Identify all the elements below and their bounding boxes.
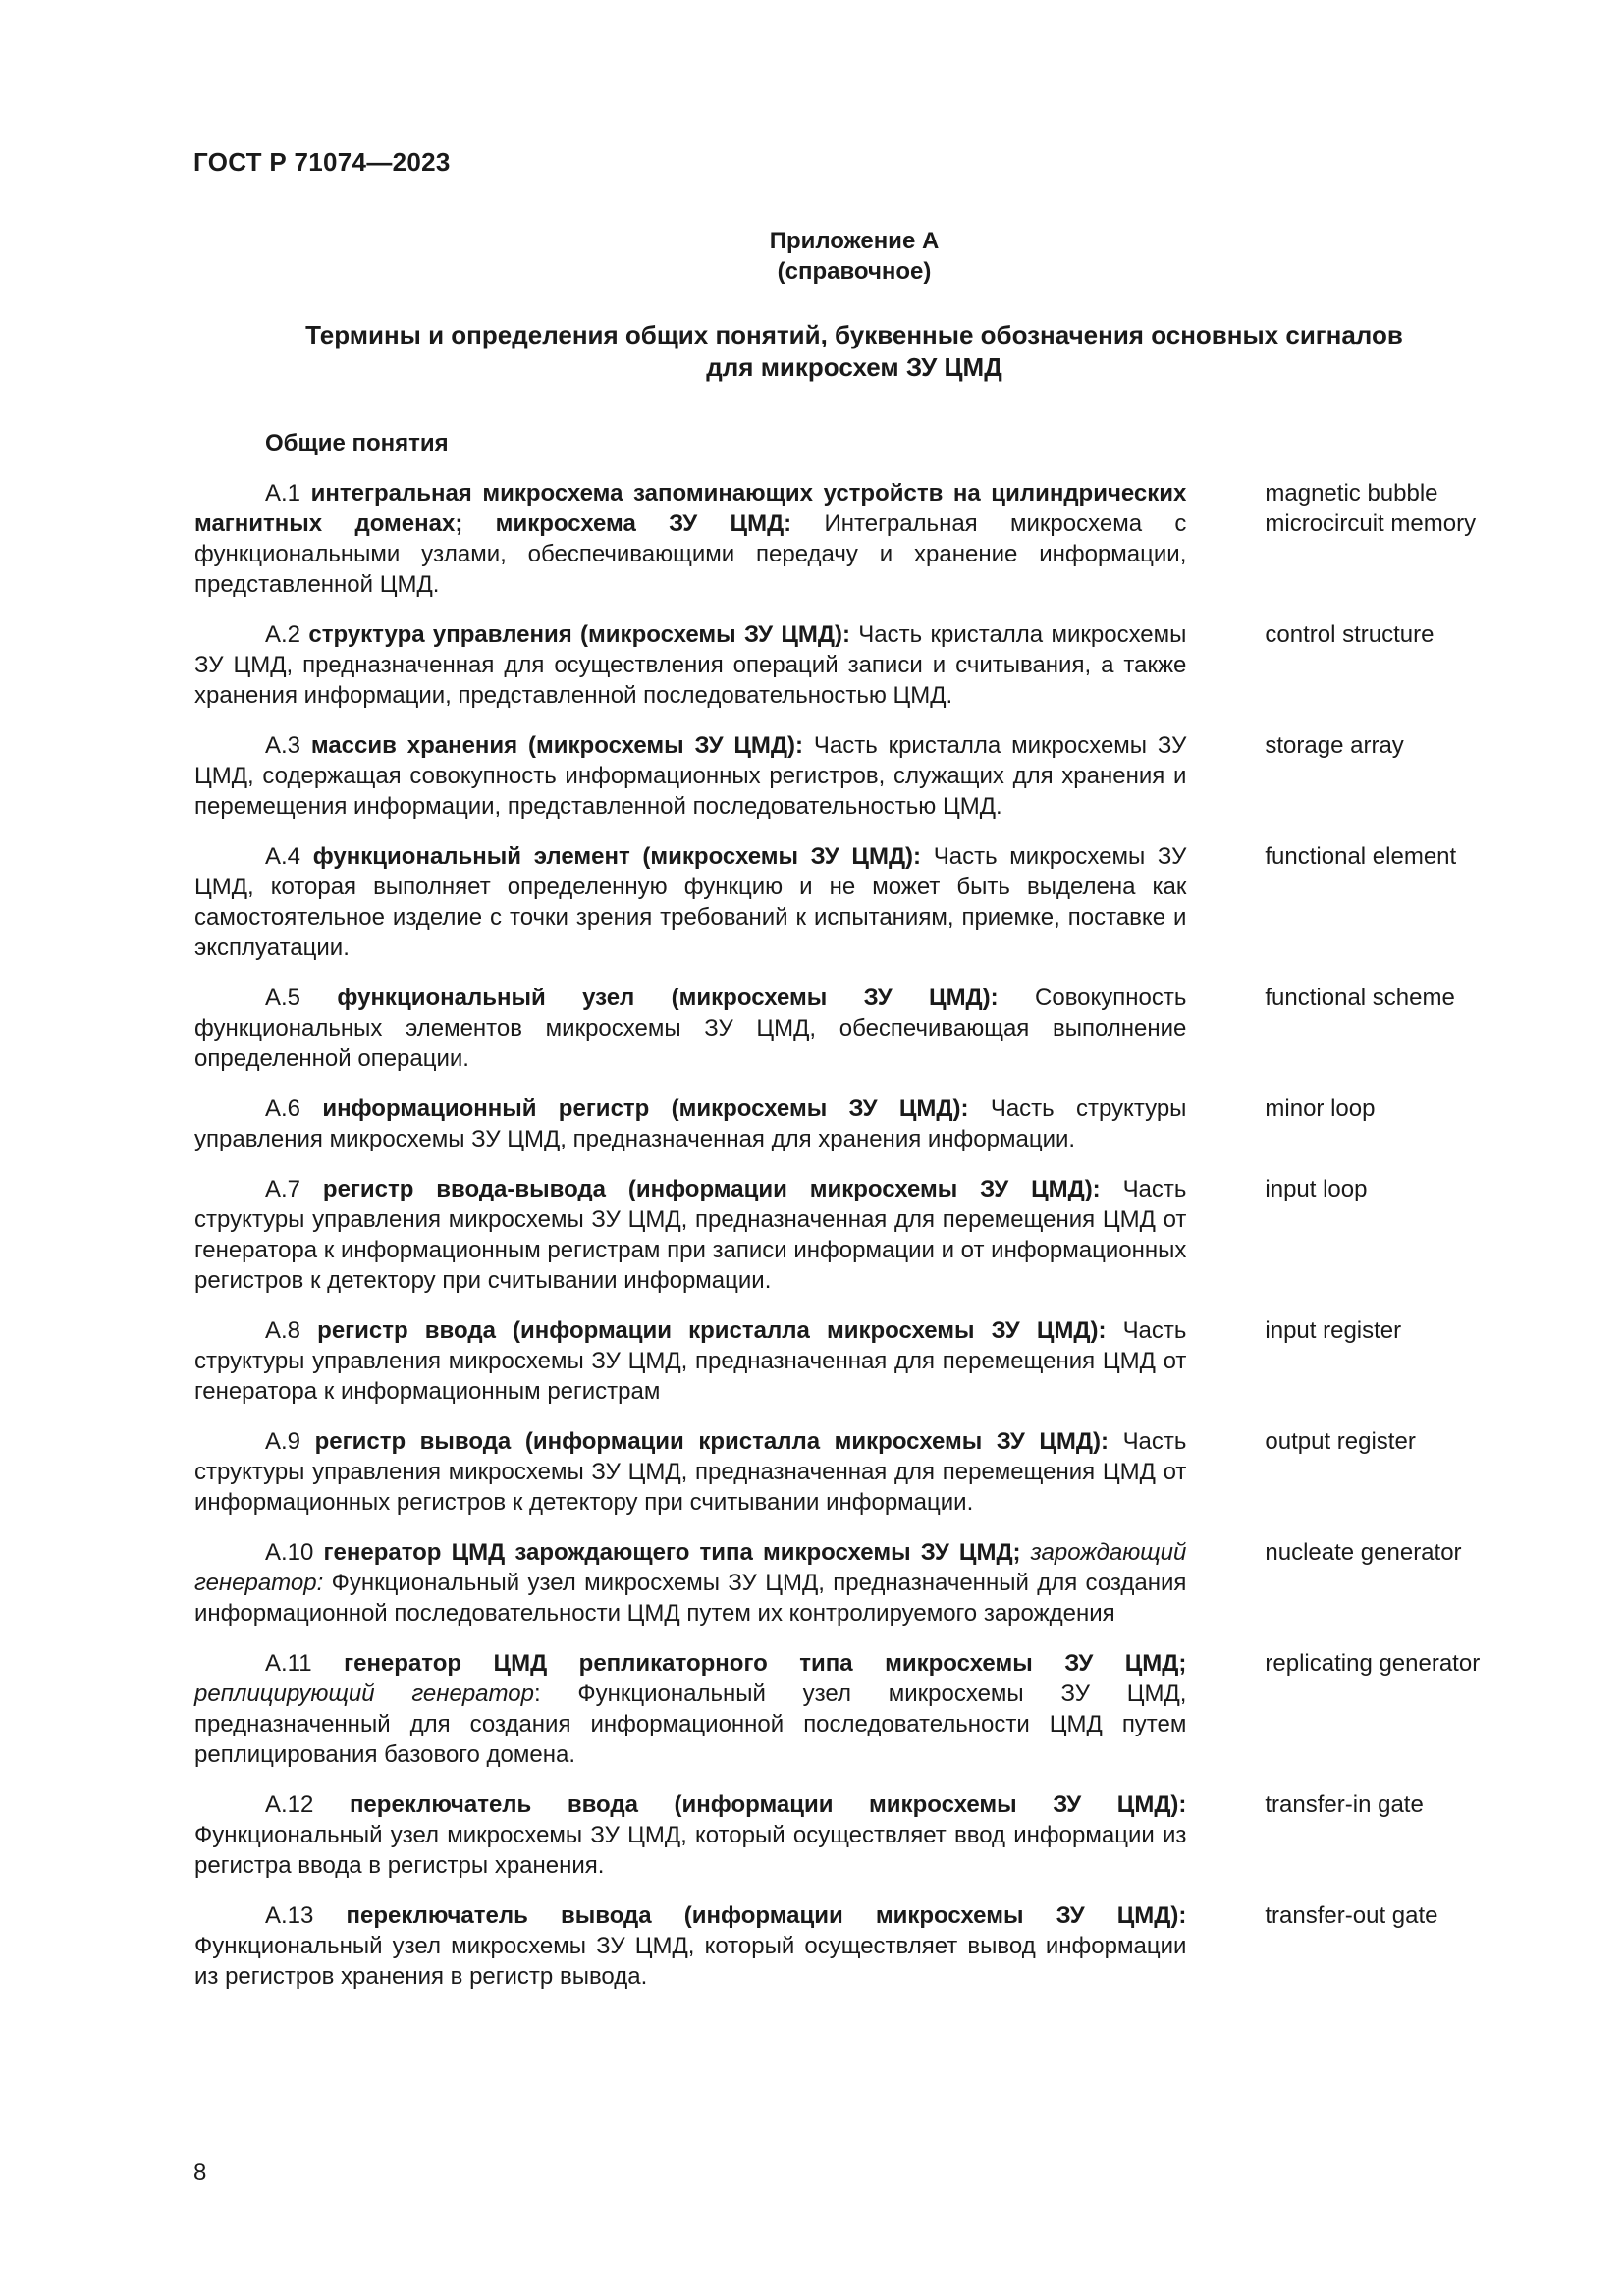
- appendix-kind: (справочное): [777, 258, 932, 285]
- term-definition: [194, 841, 1186, 963]
- term-definition-text: Совокупность функциональных элементов микросхемы ЗУ ЦМД, обеспечивающая выполнение определенной операции.: [194, 985, 1187, 1072]
- term-definition: [194, 1174, 1186, 1296]
- term-entry: [194, 1315, 1510, 1407]
- appendix-label: Приложение А: [769, 228, 940, 254]
- document-title: [196, 319, 1512, 384]
- term-name: переключатель ввода (информации микросхемы ЗУ ЦМД):: [349, 1791, 1187, 1818]
- term-definition: [194, 1900, 1186, 1992]
- term-english-equivalent: output register: [1265, 1428, 1416, 1455]
- term-entry: [194, 1426, 1510, 1518]
- term-number: А.12: [265, 1791, 314, 1818]
- term-definition-text: : Функциональный узел микросхемы ЗУ ЦМД, предназначенный для создания информационной последовательности ЦМД путем реплицирования базового домена.: [194, 1681, 1187, 1768]
- term-english-equivalent: input loop: [1265, 1176, 1368, 1202]
- term-definition-text: Интегральная микросхема с функциональными узлами, обеспечивающими передачу и хранение информации, представленной ЦМД.: [194, 510, 1187, 598]
- term-entry: [194, 478, 1510, 600]
- term-english-equivalent: transfer-in gate: [1265, 1791, 1424, 1818]
- term-number: А.9: [265, 1428, 301, 1455]
- term-number: А.2: [265, 621, 301, 648]
- term-entry: [194, 730, 1510, 822]
- term-number: А.3: [265, 732, 301, 759]
- term-number: А.6: [265, 1095, 301, 1122]
- term-english-equivalent: functional scheme: [1265, 985, 1455, 1011]
- term-definition: [194, 1537, 1186, 1629]
- term-definition-text: Функциональный узел микросхемы ЗУ ЦМД, который осуществляет вывод информации из регистров хранения в регистр вывода.: [194, 1933, 1187, 1990]
- term-entry: [194, 1648, 1510, 1770]
- term-english-equivalent: control structure: [1265, 621, 1435, 648]
- term-number: А.10: [265, 1539, 314, 1566]
- term-name: информационный регистр (микросхемы ЗУ ЦМД):: [322, 1095, 969, 1122]
- term-synonym: зарождающий генератор:: [194, 1539, 1187, 1596]
- term-synonym: реплицирующий генератор: [194, 1681, 534, 1707]
- term-name: функциональный элемент (микросхемы ЗУ ЦМД):: [312, 843, 922, 870]
- term-definition: [194, 619, 1186, 711]
- term-name: переключатель вывода (информации микросхемы ЗУ ЦМД):: [346, 1902, 1187, 1929]
- term-definition: [194, 478, 1186, 600]
- term-english-equivalent: transfer-out gate: [1265, 1902, 1438, 1929]
- document-code: ГОСТ Р 71074—2023: [193, 147, 451, 177]
- term-entry: [194, 1900, 1510, 1992]
- term-definition: [194, 1315, 1186, 1407]
- appendix-heading: [0, 226, 1624, 287]
- section-title: Общие понятия: [265, 430, 449, 456]
- term-definition: [194, 1094, 1186, 1154]
- term-definition: [194, 1648, 1186, 1770]
- term-name: регистр ввода-вывода (информации микросхемы ЗУ ЦМД):: [322, 1176, 1101, 1202]
- term-english-equivalent: functional element: [1265, 843, 1457, 870]
- term-entry: [194, 983, 1510, 1074]
- term-english-equivalent: magnetic bubble microcircuit memory: [1265, 480, 1477, 537]
- term-definition: [194, 1426, 1186, 1518]
- term-name: интегральная микросхема запоминающих устройств на цилиндрических магнитных доменах; микросхема ЗУ ЦМД:: [194, 480, 1187, 537]
- term-name: массив хранения (микросхемы ЗУ ЦМД):: [310, 732, 804, 759]
- term-definition-text: Часть структуры управления микросхемы ЗУ ЦМД, предназначенная для перемещения ЦМД от генератора к информационным регистрам: [194, 1317, 1187, 1405]
- term-definition-text: Часть кристалла микросхемы ЗУ ЦМД, предназначенная для осуществления операций записи и считывания, а также хранения информации, представленной последовательностью ЦМД.: [194, 621, 1187, 709]
- term-entry: [194, 1174, 1510, 1296]
- term-definition-text: Функциональный узел микросхемы ЗУ ЦМД, предназначенный для создания информационной последовательности ЦМД путем их контролируемого зарождения: [194, 1570, 1187, 1627]
- term-definition: [194, 983, 1186, 1074]
- term-english-equivalent: nucleate generator: [1265, 1539, 1462, 1566]
- term-number: А.7: [265, 1176, 301, 1202]
- term-definition: [194, 1789, 1186, 1881]
- terms-list: [194, 478, 1510, 2011]
- term-entry: [194, 1789, 1510, 1881]
- term-definition-text: Часть структуры управления микросхемы ЗУ ЦМД, предназначенная для перемещения ЦМД от информационных регистров к детектору при считывании информации.: [194, 1428, 1187, 1516]
- page-number: 8: [193, 2160, 207, 2186]
- term-name: структура управления (микросхемы ЗУ ЦМД):: [308, 621, 850, 648]
- term-name: функциональный узел (микросхемы ЗУ ЦМД):: [337, 985, 999, 1011]
- term-english-equivalent: replicating generator: [1265, 1650, 1481, 1677]
- term-name: генератор ЦМД репликаторного типа микросхемы ЗУ ЦМД;: [344, 1650, 1187, 1677]
- term-number: А.11: [265, 1650, 312, 1677]
- document-title-line-1: Термины и определения общих понятий, буквенные обозначения основных сигналов: [305, 320, 1403, 349]
- term-definition-text: Часть микросхемы ЗУ ЦМД, которая выполняет определенную функцию и не может быть выделена как самостоятельное изделие с точки зрения требований к испытаниям, приемке, поставке и эксплуатации.: [194, 843, 1187, 961]
- term-entry: [194, 841, 1510, 963]
- term-number: А.4: [265, 843, 301, 870]
- term-number: А.5: [265, 985, 301, 1011]
- term-name: регистр ввода (информации кристалла микросхемы ЗУ ЦМД):: [317, 1317, 1107, 1344]
- term-name: регистр вывода (информации кристалла микросхемы ЗУ ЦМД):: [314, 1428, 1109, 1455]
- term-name: генератор ЦМД зарождающего типа микросхемы ЗУ ЦМД;: [323, 1539, 1021, 1566]
- term-number: А.13: [265, 1902, 314, 1929]
- term-entry: [194, 1537, 1510, 1629]
- term-english-equivalent: input register: [1265, 1317, 1402, 1344]
- term-definition-text: Функциональный узел микросхемы ЗУ ЦМД, который осуществляет ввод информации из регистра ввода в регистры хранения.: [194, 1822, 1187, 1879]
- term-english-equivalent: minor loop: [1265, 1095, 1376, 1122]
- term-definition-text: Часть структуры управления микросхемы ЗУ ЦМД, предназначенная для хранения информации.: [194, 1095, 1187, 1152]
- term-definition-text: Часть структуры управления микросхемы ЗУ ЦМД, предназначенная для перемещения ЦМД от генератора к информационным регистрам при записи информации и от информационных регистров к детектору при считывании информации.: [194, 1176, 1187, 1294]
- term-definition: [194, 730, 1186, 822]
- document-title-line-2: для микросхем ЗУ ЦМД: [706, 352, 1002, 382]
- term-number: А.1: [265, 480, 301, 507]
- term-number: А.8: [265, 1317, 301, 1344]
- term-english-equivalent: storage array: [1265, 732, 1404, 759]
- term-entry: [194, 619, 1510, 711]
- term-definition-text: Часть кристалла микросхемы ЗУ ЦМД, содержащая совокупность информационных регистров, служащих для хранения и перемещения информации, представленной последовательностью ЦМД.: [194, 732, 1187, 820]
- term-entry: [194, 1094, 1510, 1154]
